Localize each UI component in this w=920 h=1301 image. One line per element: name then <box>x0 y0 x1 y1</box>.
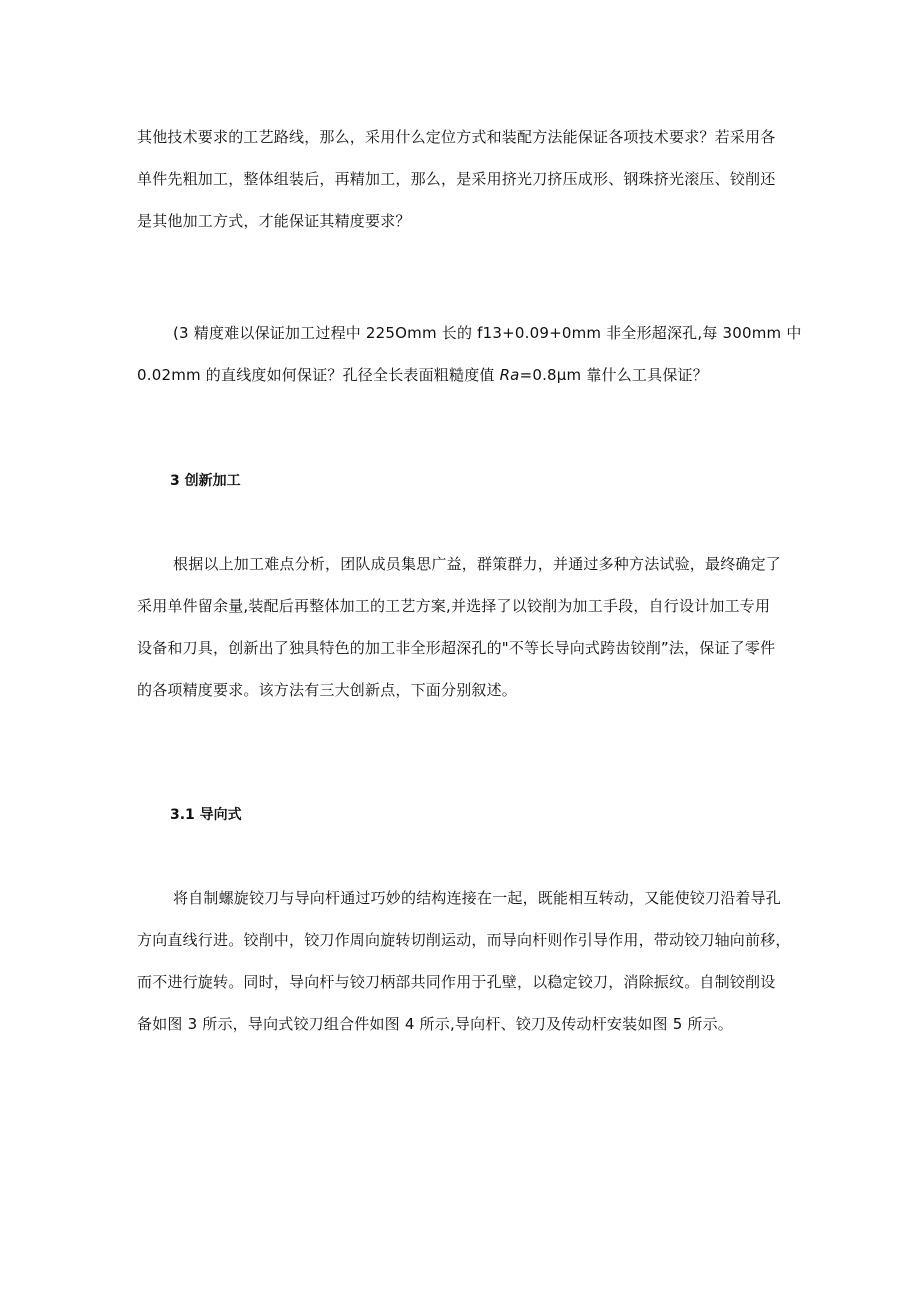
text-fragment: 0.02mm 的直线度如何保证？孔径全长表面粗糙度值 <box>137 366 500 384</box>
text-line: 而不进行旋转。同时，导向杆与铰刀柄部共同作用于孔壁，以稳定铰刀，消除振纹。自制铰削设 <box>137 973 776 991</box>
paragraph-innovation-summary <box>137 543 787 711</box>
text-line: (3 精度难以保证加工过程中 225Omm 长的 f13+0.09+0mm 非全形超深孔,每 300mm 中 <box>173 324 802 342</box>
text-line: 根据以上加工难点分析，团队成员集思广益，群策群力，并通过多种方法试验，最终确定了 <box>173 555 782 573</box>
section-heading-guided: 3.1 导向式 <box>170 807 242 823</box>
text-fragment: =0.8μm 靠什么工具保证？ <box>519 366 708 384</box>
text-line: 设备和刀具，创新出了独具特色的加工非全形超深孔的"不等长导向式跨齿铰削”法，保证了零件 <box>137 639 776 657</box>
text-line: 方向直线行进。铰削中，铰刀作周向旋转切削运动，而导向杆则作引导作用，带动铰刀轴向前移， <box>137 931 791 949</box>
text-line: 备如图 3 所示，导向式铰刀组合件如图 4 所示,导向杆、铰刀及传动杆安装如图 5 所示。 <box>137 1015 734 1033</box>
paragraph-precision <box>137 312 802 396</box>
paragraph-guided-reamer <box>137 877 791 1045</box>
text-line: 采用单件留余量,装配后再整体加工的工艺方案,并选择了以铰削为加工手段，自行设计加工专用 <box>137 597 771 615</box>
text-line: 是其他加工方式，才能保证其精度要求？ <box>137 212 411 230</box>
text-line <box>137 354 787 396</box>
text-line: 单件先粗加工，整体组装后，再精加工，那么，是采用挤光刀挤压成形、钢珠挤光滚压、铰削还 <box>137 170 776 188</box>
paragraph-process-route <box>137 116 787 242</box>
roughness-symbol: Ra <box>499 366 520 384</box>
text-line: 的各项精度要求。该方法有三大创新点，下面分别叙述。 <box>137 681 518 699</box>
text-line: 其他技术要求的工艺路线，那么，采用什么定位方式和装配方法能保证各项技术要求？若采用各 <box>137 128 776 146</box>
text-line: 将自制螺旋铰刀与导向杆通过巧妙的结构连接在一起，既能相互转动，又能使铰刀沿着导孔 <box>173 889 782 907</box>
section-heading-innovative-machining: 3 创新加工 <box>170 473 241 489</box>
